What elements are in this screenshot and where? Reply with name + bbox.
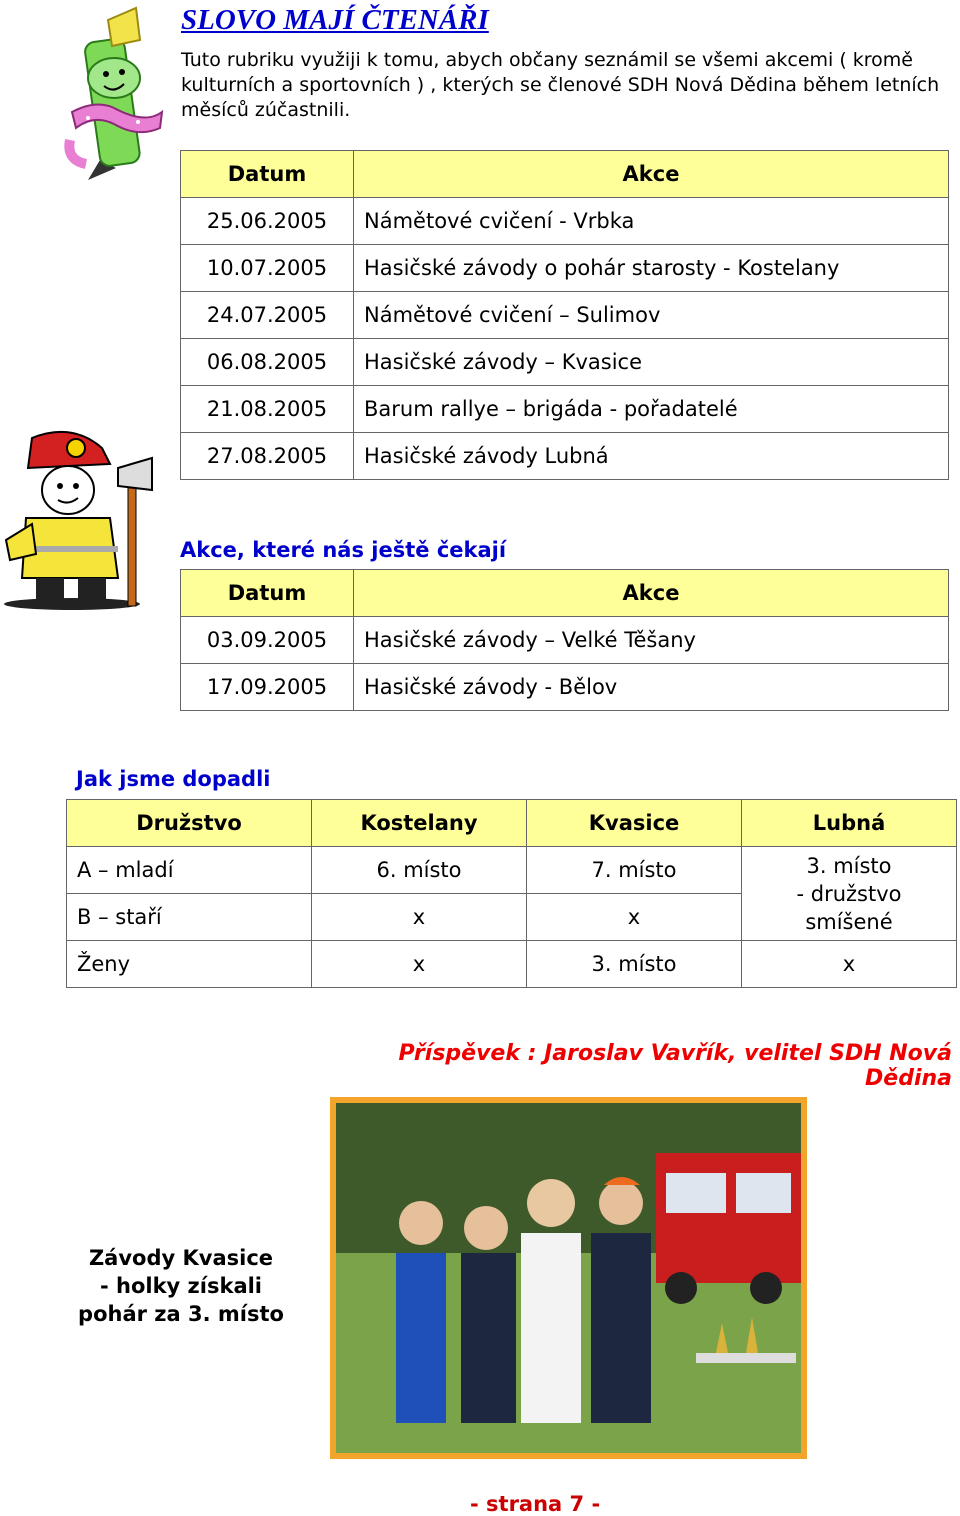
intro-paragraph: Tuto rubriku využiji k tomu, abych občany seznámil se všemi akcemi ( kromě kulturních a sportovních ) , kterých se členové SDH Nová Dědina během letních měsíců zúčastnili.: [181, 49, 940, 121]
event-name: Námětové cvičení – Sulimov: [354, 292, 949, 339]
column-header-event: Akce: [354, 151, 949, 198]
column-header-event: Akce: [354, 570, 949, 617]
event-date: 10.07.2005: [181, 245, 354, 292]
firefighter-mascot-illustration: [2, 428, 170, 612]
result-kvasice: 7. místo: [527, 847, 742, 894]
event-photo: [330, 1097, 807, 1459]
event-date: 24.07.2005: [181, 292, 354, 339]
merged-line: smíšené: [805, 909, 893, 934]
column-header-lubna: Lubná: [742, 800, 957, 847]
event-name: Hasičské závody – Velké Těšany: [354, 617, 949, 664]
column-header-team: Družstvo: [67, 800, 312, 847]
caption-line: pohár za 3. místo: [78, 1302, 284, 1326]
event-date: 06.08.2005: [181, 339, 354, 386]
table-row: [181, 433, 949, 480]
event-date: 25.06.2005: [181, 198, 354, 245]
table-row: [181, 386, 949, 433]
column-header-date: Datum: [181, 570, 354, 617]
event-name: Hasičské závody Lubná: [354, 433, 949, 480]
team-name: A – mladí: [67, 847, 312, 894]
table-row: [181, 198, 949, 245]
result-lubna-merged: [742, 847, 957, 941]
team-name: Ženy: [67, 941, 312, 988]
column-header-date: Datum: [181, 151, 354, 198]
upcoming-events-table: [180, 569, 949, 711]
event-name: Hasičské závody o pohár starosty - Kostelany: [354, 245, 949, 292]
result-lubna: x: [742, 941, 957, 988]
table-row: [67, 941, 957, 988]
result-kostelany: 6. místo: [312, 847, 527, 894]
table-row: [181, 617, 949, 664]
result-kostelany: x: [312, 941, 527, 988]
column-header-kvasice: Kvasice: [527, 800, 742, 847]
team-name: B – staří: [67, 894, 312, 941]
caption-line: Závody Kvasice: [88, 1246, 274, 1270]
result-kvasice: 3. místo: [527, 941, 742, 988]
results-table: [66, 799, 957, 988]
event-name: Hasičské závody - Bělov: [354, 664, 949, 711]
event-name: Námětové cvičení - Vrbka: [354, 198, 949, 245]
table-header-row: [67, 800, 957, 847]
event-name: Hasičské závody – Kvasice: [354, 339, 949, 386]
merged-line: - družstvo: [796, 881, 902, 906]
page-number: - strana 7 -: [470, 1492, 601, 1516]
past-events-table: [180, 150, 949, 480]
table-row: [181, 245, 949, 292]
column-header-kostelany: Kostelany: [312, 800, 527, 847]
merged-line: 3. místo: [806, 853, 892, 878]
table-row: [181, 292, 949, 339]
photo-caption: [72, 1244, 290, 1328]
results-heading: Jak jsme dopadli: [76, 767, 271, 791]
upcoming-events-heading: Akce, které nás ještě čekají: [180, 538, 507, 562]
table-row: [67, 847, 957, 894]
table-row: [181, 339, 949, 386]
table-header-row: [181, 151, 949, 198]
pencil-mascot-illustration: [58, 0, 170, 192]
table-header-row: [181, 570, 949, 617]
event-date: 27.08.2005: [181, 433, 354, 480]
table-row: [181, 664, 949, 711]
result-kvasice: x: [527, 894, 742, 941]
event-date: 21.08.2005: [181, 386, 354, 433]
result-kostelany: x: [312, 894, 527, 941]
caption-line: - holky získali: [99, 1274, 263, 1298]
page-title: SLOVO MAJÍ ČTENÁŘI: [181, 4, 489, 36]
event-date: 03.09.2005: [181, 617, 354, 664]
contribution-author: Příspěvek : Jaroslav Vavřík, velitel SDH Nová Dědina: [398, 1041, 952, 1091]
event-date: 17.09.2005: [181, 664, 354, 711]
event-name: Barum rallye – brigáda - pořadatelé: [354, 386, 949, 433]
